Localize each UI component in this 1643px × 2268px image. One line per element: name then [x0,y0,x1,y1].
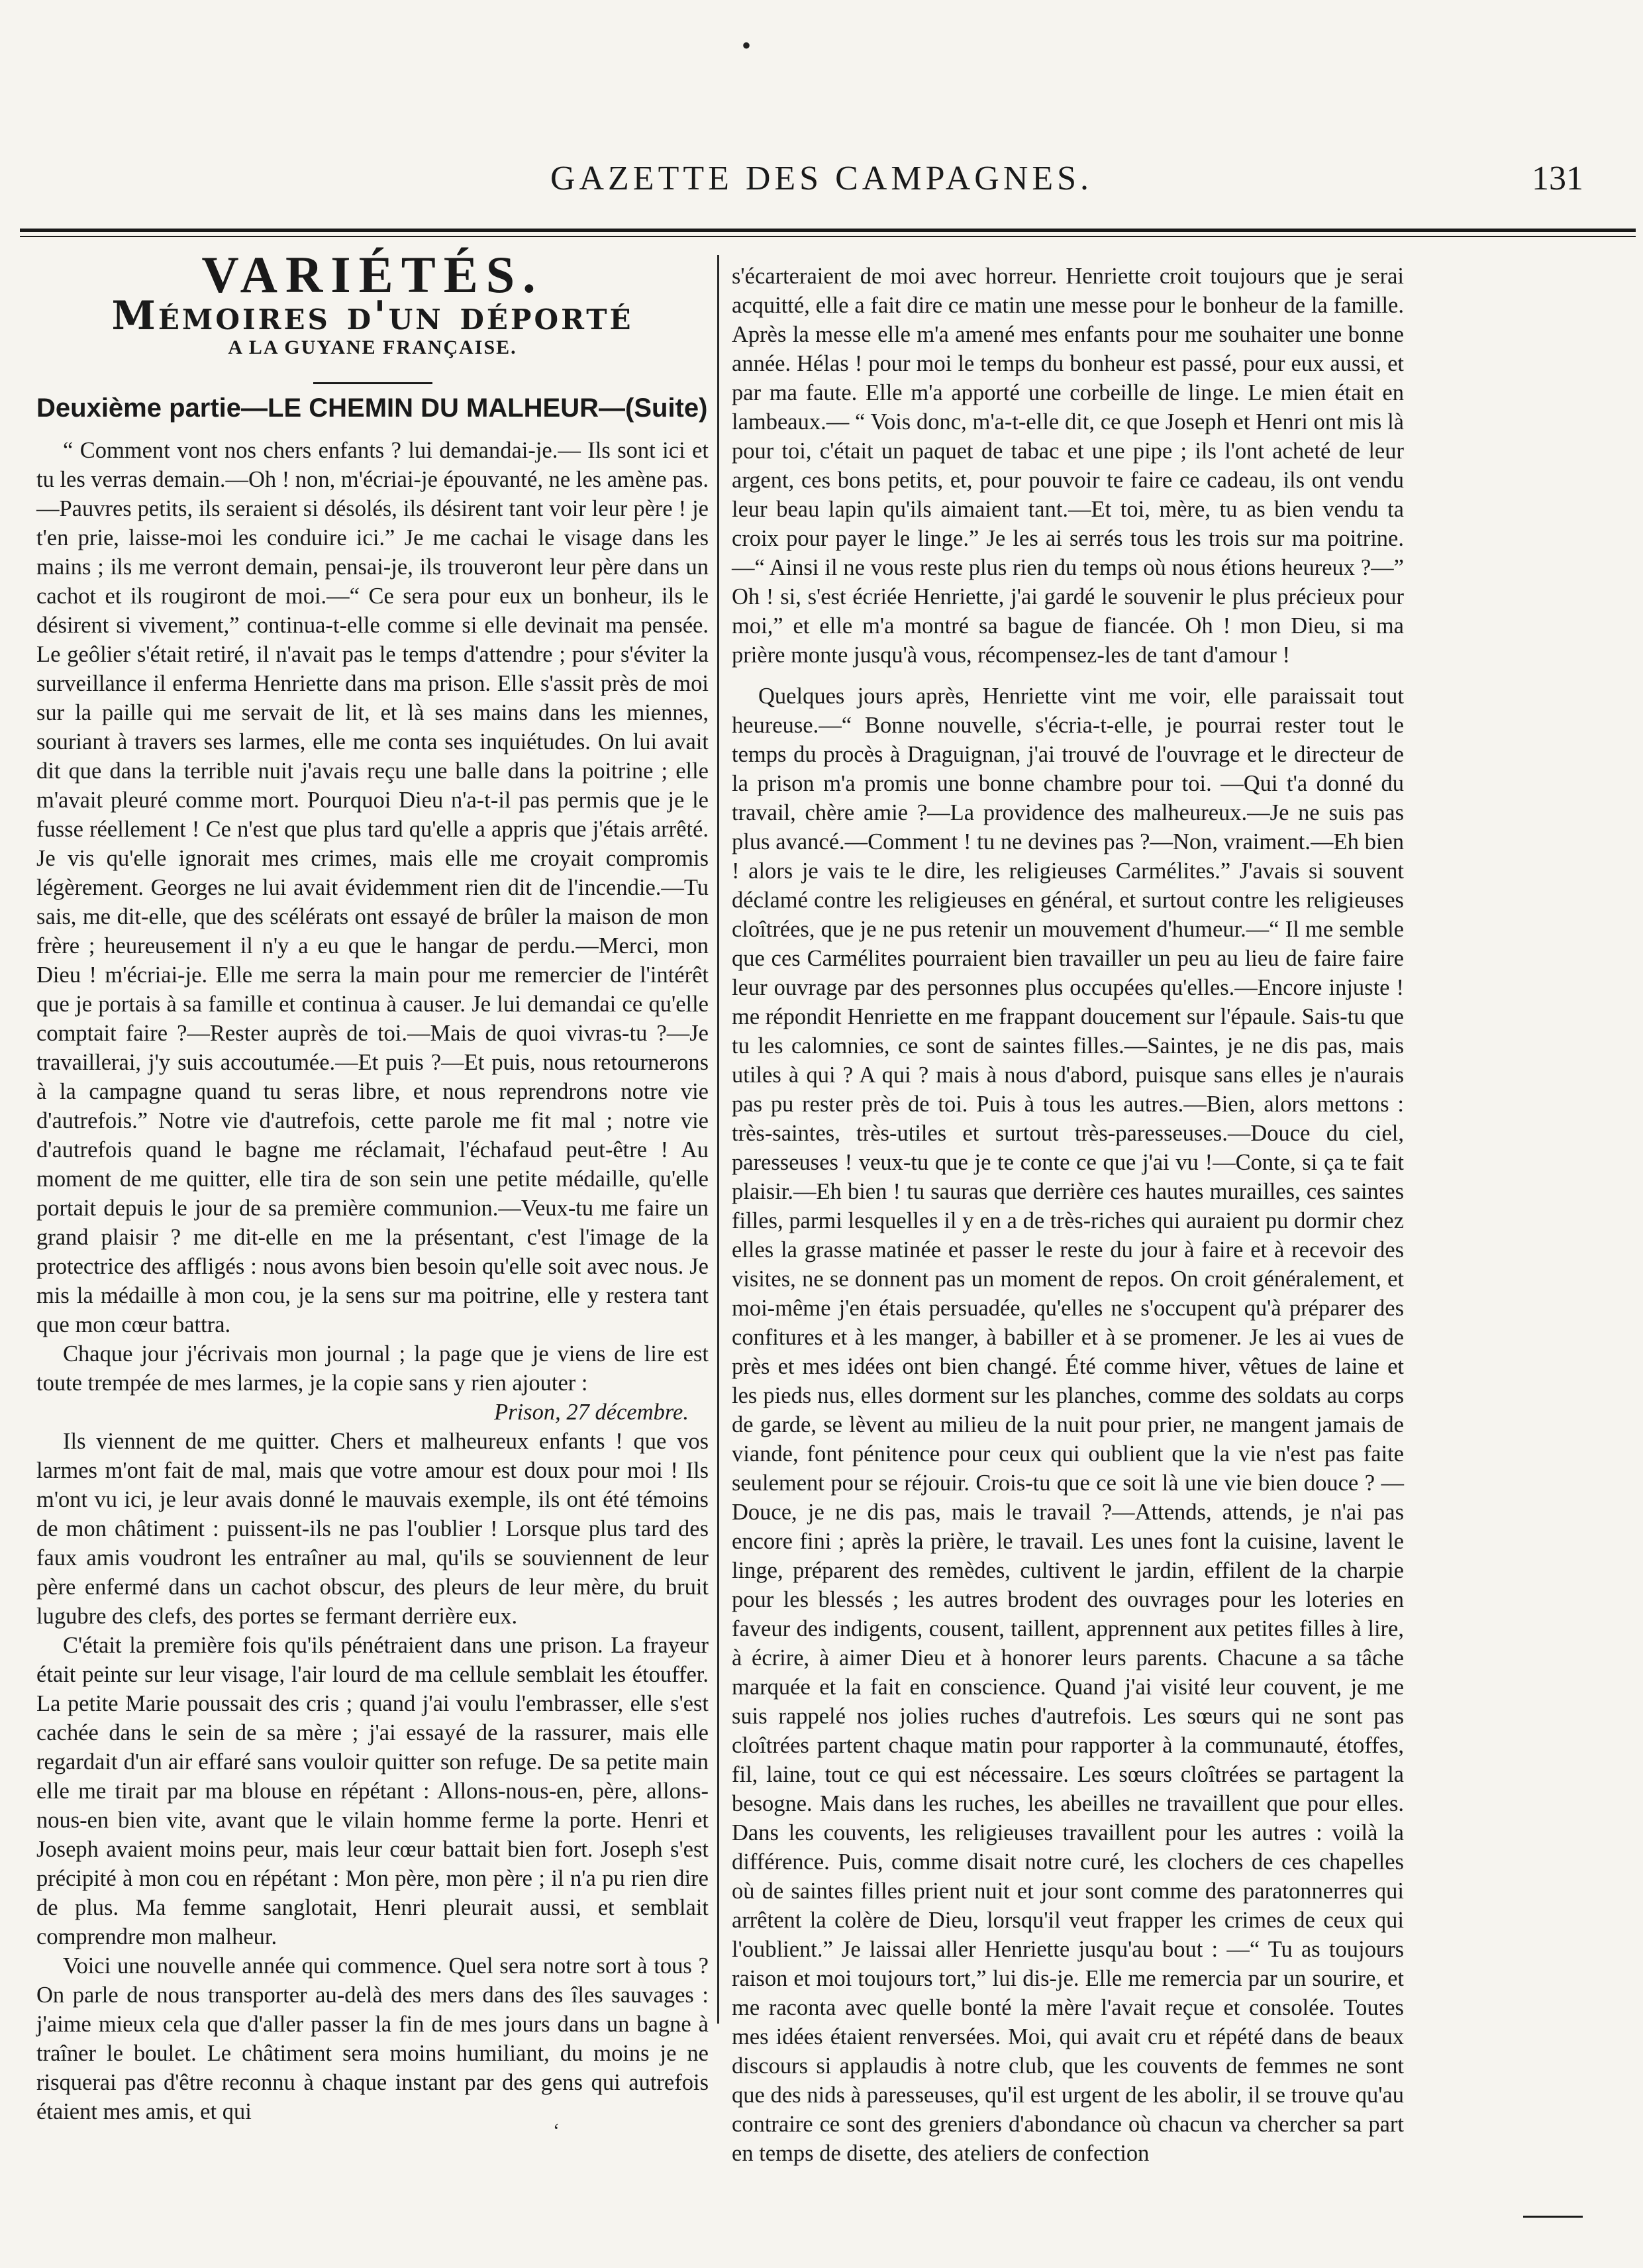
right-column [732,262,1404,2168]
paragraph: Voici une nouvelle année qui commence. Quel sera notre sort à tous ? On parle de nous transporter au-delà des mers dans des îles sauvages : j'aime mieux cela que d'aller passer la fin de mes jours dans un bagne à traîner le boulet. Le châtiment sera moins humiliant, du moins je ne risquerai pas d'être reconnu à chaque instant par des gens qui autrefois étaient mes amis, et qui [36,1953,709,2124]
paragraph: Ils viennent de me quitter. Chers et malheureux enfants ! que vos larmes m'ont fait de mal, mais que votre amour est doux pour moi ! Ils m'ont vu ici, je leur avais donné le mauvais exemple, ils ont été témoins de mon châtiment : puissent-ils ne pas l'oublier ! Lorsque plus tard des faux amis voudront les entraîner au mal, qu'ils se souviennent de leur père enfermé dans un cachot obscur, des pleurs de leur mère, du bruit lugubre des clefs, des portes se fermant derrière eux. [36,1429,709,1629]
footer-mark [1523,2216,1583,2218]
header-rule-top [20,229,1636,232]
section-title: VARIÉTÉS. [201,246,544,303]
page-header [0,159,1643,205]
newspaper-title: GAZETTE DES CAMPAGNES. [550,160,1093,197]
dateline: Prison, 27 décembre. [494,1400,689,1425]
part-title: Deuxième partie—LE CHEMIN DU MALHEUR—(Suite) [36,393,708,423]
paragraph: s'écarteraient de moi avec horreur. Henriette croit toujours que je serai acquitté, elle a fait dire ce matin une messe pour le bonheur de la famille. Après la messe elle m'a amené mes enfants pour me souhaiter une bonne année. Hélas ! pour moi le temps du bonheur est passé, pour eux aussi, et par ma faute. Elle m'a apporté une corbeille de linge. Le mien était en lambeaux.— “ Vois donc, m'a-t-elle dit, ce que Joseph et Henri ont mis là pour toi, c'était un paquet de tabac et une pipe ; ils l'ont acheté de leur argent, ces bons petits, et, pour pouvoir te faire ce cadeau, ils ont vendu leur beau lapin qu'ils aimaient tant.—Et toi, mère, tu as bien vendu ta croix pour payer le linge.” Je les ai serrés tous les trois sur ma poitrine.—“ Ainsi il ne vous reste plus rien du temps où nous étions heureux ?—” Oh ! si, s'est écriée Henriette, j'ai gardé le souvenir le plus précieux pour moi,” et elle m'a montré sa bague de fiancée. Oh ! mon Dieu, si ma prière monte jusqu'à vous, récompensez-les de tant d'amour ! [732,264,1404,668]
header-rule-bottom [20,236,1636,237]
stray-mark-top: • [742,30,752,60]
column-divider [717,255,719,2024]
title-divider [313,382,432,384]
page-number: 131 [1532,160,1583,197]
paragraph: Quelques jours après, Henriette vint me voir, elle paraissait tout heureuse.—“ Bonne nouvelle, s'écria-t-elle, je pourrai rester tout le temps du procès à Draguignan, j'ai trouvé de l'ouvrage et le directeur de la prison m'a promis une bonne chambre pour toi. —Qui t'a donné du travail, chère amie ?—La providence des malheureux.—Je ne suis pas plus avancé.—Comment ! tu ne devines pas ?—Non, vraiment.—Eh bien ! alors je vais te le dire, les religieuses Carmélites.” J'avais si souvent déclamé contre les religieuses en général, et surtout contre les religieuses cloîtrées, que je ne pus retenir un mouvement d'humeur.—“ Il me semble que ces Carmélites pourraient bien travailler un peu au lieu de faire faire leur ouvrage par des personnes plus occupées qu'elles.—Encore injuste ! me répondit Henriette en me frappant doucement sur l'épaule. Sais-tu que tu les calomnies, ce sont de saintes filles.—Saintes, je ne dis pas, mais utiles à qui ? A qui ? mais à nous d'abord, puisque sans elles je n'aurais pas pu rester près de toi. Puis à tous les autres.—Bien, alors mettons : très-saintes, très-utiles et surtout très-paresseuses.—Douce du ciel, paresseuses ! veux-tu que je te conte ce que j'ai vu !—Conte, si ça te fait plaisir.—Eh bien ! tu sauras que derrière ces hautes murailles, ces saintes filles, parmi lesquelles il y en a de très-riches qui auraient pu dormir chez elles la grasse matinée et passer le reste du jour à faire et à recevoir des visites, ne se donnent pas un moment de repos. On croit généralement, et moi-même j'en étais persuadée, qu'elles ne s'occupent qu'à préparer des confitures et à les manger, à babiller et à se promener. Je les ai vues de près et mes idées ont bien changé. Été comme hiver, vêtues de laine et les pieds nus, elles dorment sur les planches, comme des soldats au corps de garde, se lèvent au milieu de la nuit pour prier, ne mangent jamais de viande, font pénitence pour ceux qui oublient que la vie n'est pas faite seulement pour se réjouir. Crois-tu que ce soit là une vie bien douce ? —Douce, je ne dis pas, mais le travail ?—Attends, attends, je n'ai pas encore fini ; après la prière, le travail. Les unes font la cuisine, lavent le linge, préparent des remèdes, cultivent le jardin, effilent de la charpie pour les blessés ; les autres brodent des ouvrages pour les loteries en faveur des indigents, cousent, taillent, apprennent aux petites filles à lire, à écrire, à aimer Dieu et à honorer leurs parents. Chacune a sa tâche marquée et la fait en conscience. Quand j'ai visité leur couvent, je me suis rappelé nos jolies ruches d'autrefois. Les sœurs qui ne sont pas cloîtrées partent chaque matin pour rapporter à la communauté, étoffes, fil, laine, tout ce qui est nécessaire. Les sœurs cloîtrées se partagent la besogne. Mais dans les ruches, les abeilles ne travaillent que pour elles. Dans les couvents, les religieuses travaillent pour les autres : voilà la différence. Puis, comme disait notre curé, les clochers de ces chapelles où de saintes filles prient nuit et jour sont comme des paratonnerres qui arrêtent la colère de Dieu, lorsqu'il veut frapper les crimes de ceux qui l'oublient.” Je laissai aller Henriette jusqu'au bout : —“ Tu as toujours raison et moi toujours tort,” lui dis-je. Elle me remercia par un sourire, et me raconta avec quelle bonté la mère l'avait reçue et consolée. Toutes mes idées étaient renversées. Moi, qui avait cru et répété dans de beaux discours si applaudis à notre club, que les couvents de femmes ne sont que des nids à paresseuses, qu'il est urgent de les abolir, il se trouve qu'au contraire ce sont des greniers d'abondance où chacun va chercher sa part en temps de disette, des ateliers de confection [732,684,1404,2166]
series-title: Mémoires d'un déporté [111,293,634,339]
paragraph: Chaque jour j'écrivais mon journal ; la page que je viens de lire est toute trempée de mes larmes, je la copie sans y rien ajouter : [36,1341,709,1396]
series-subtitle: A LA GUYANE FRANÇAISE. [228,336,517,358]
left-column [36,246,709,2126]
stray-mark-bottom: ‘ [553,2120,560,2141]
paragraph: C'était la première fois qu'ils pénétraient dans une prison. La frayeur était peinte sur leur visage, l'air lourd de ma cellule semblait les étouffer. La petite Marie poussait des cris ; quand j'ai voulu l'embrasser, elle s'est cachée dans le sein de sa mère ; j'ai essayé de la rassurer, mais elle regardait d'un air effaré sans vouloir quitter son refuge. De sa petite main elle me tirait par ma blouse en répétant : Allons-nous-en, père, allons-nous-en bien vite, avant que le vilain homme ferme la porte. Henri et Joseph avaient moins peur, mais leur cœur battait bien fort. Joseph s'est précipité à mon cou en répétant : Mon père, mon père ; il n'a pu rien dire de plus. Ma femme sanglotait, Henri pleurait aussi, et semblait comprendre mon malheur. [36,1633,709,1949]
paragraph: “ Comment vont nos chers enfants ? lui demandai-je.— Ils sont ici et tu les verras demain.—Oh ! non, m'écriai-je épouvanté, ne les amène pas.—Pauvres petits, ils seraient si désolés, ils désirent tant voir leur père ! je t'en prie, laisse-moi les conduire ici.” Je me cachai le visage dans les mains ; ils me verront demain, pensai-je, ils trouveront leur père dans un cachot et ils rougiront de moi.—“ Ce sera pour eux un bonheur, ils le désirent si vivement,” continua-t-elle comme si elle devinait ma pensée. Le geôlier s'était retiré, il n'avait pas le temps d'attendre ; pour s'éviter la surveillance il enferma Henriette dans ma prison. Elle s'assit près de moi sur la paille qui me servait de lit, et là ses mains dans les miennes, souriant à travers ses larmes, elle me conta ses inquiétudes. On lui avait dit que dans la terrible nuit j'avais reçu une balle dans la poitrine ; elle m'avait pleuré comme mort. Pourquoi Dieu n'a-t-il pas permis que je le fusse réellement ! Ce n'est que plus tard qu'elle a appris que j'étais arrêté. Je vis qu'elle ignorait mes crimes, mais elle me croyait compromis légèrement. Georges ne lui avait évidemment rien dit de l'incendie.—Tu sais, me dit-elle, que des scélérats ont essayé de brûler la maison de mon frère ; heureusement il n'y a eu que le hangar de perdu.—Merci, mon Dieu ! m'écriai-je. Elle me serra la main pour me remercier de l'intérêt que je portais à sa famille et continua à causer. Je lui demandai ce qu'elle comptait faire ?—Rester auprès de toi.—Mais de quoi vivras-tu ?—Je travaillerai, j'y suis accoutumée.—Et puis ?—Et puis, nous retournerons à la campagne quand tu seras libre, et nous reprendrons notre vie d'autrefois.” Notre vie d'autrefois, cette parole me fit mal ; notre vie d'autrefois quand le bagne me réclamait, l'échafaud peut-être ! Au moment de me quitter, elle tira de son sein une petite médaille, qu'elle portait depuis le jour de sa première communion.—Veux-tu me faire un grand plaisir ? me dit-elle en me la présentant, c'est l'image de la protectrice des affligés : nous avons bien besoin qu'elle soit avec nous. Je mis la médaille à mon cou, je la sens sur ma poitrine, elle y restera tant que mon cœur battra. [36,438,709,1337]
